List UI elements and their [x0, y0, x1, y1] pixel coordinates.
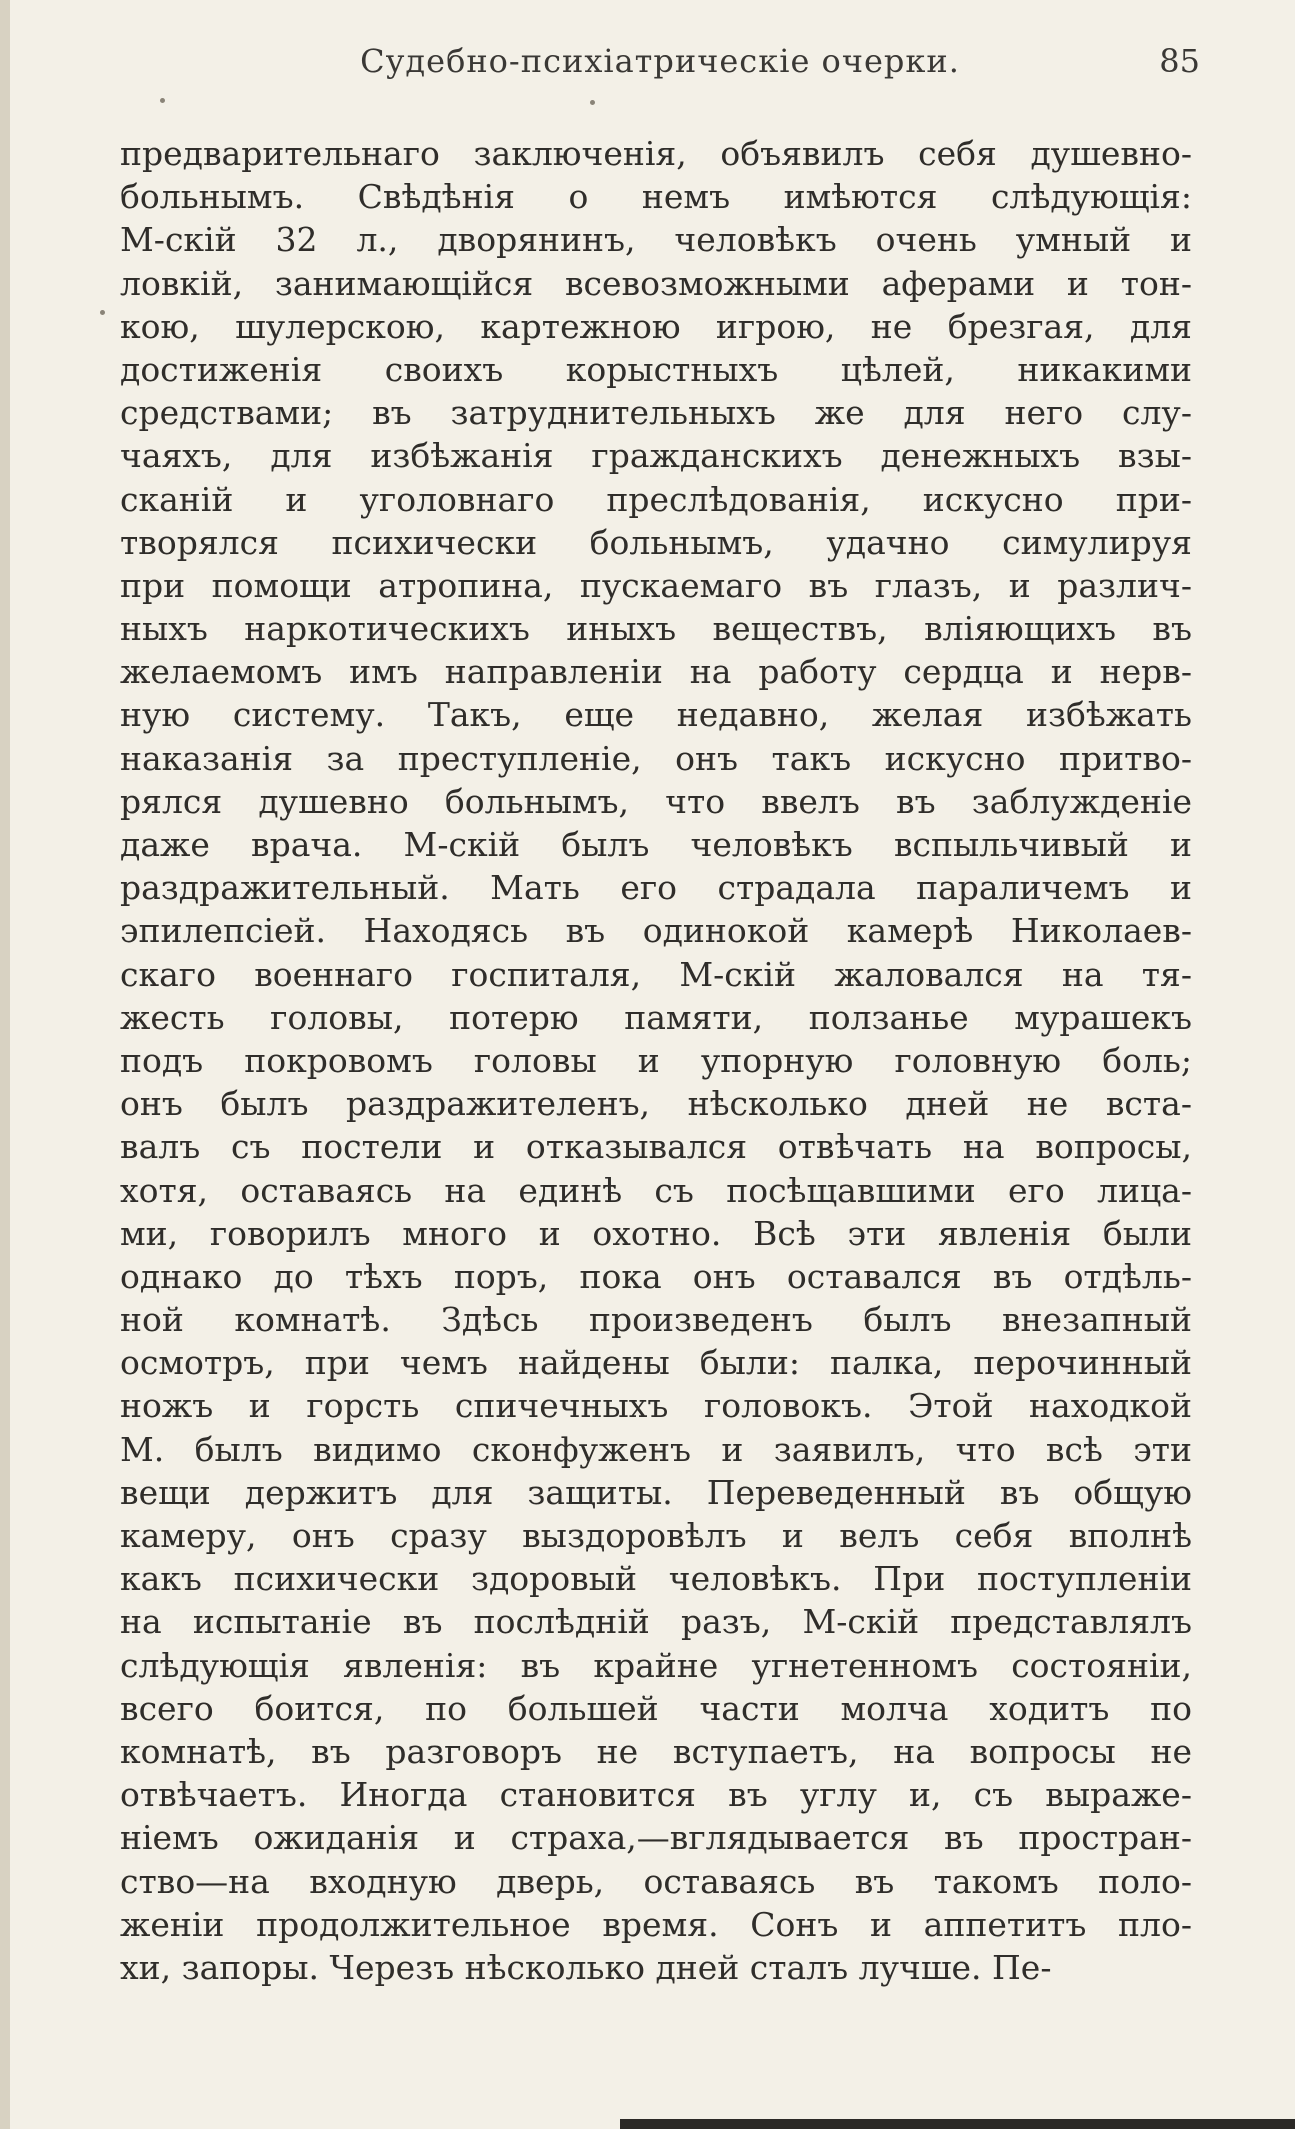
text-line: достиженія своихъ корыстныхъ цѣлей, никакими	[120, 349, 1192, 389]
text-line: камеру, онъ сразу выздоровѣлъ и велъ себя вполнѣ	[120, 1516, 1192, 1555]
page-number: 85	[1159, 42, 1200, 80]
text-line: кою, шулерскою, картежною игрою, не брезгая, для	[120, 306, 1192, 346]
text-line: рялся душевно больнымъ, что ввелъ въ заблужденіе	[120, 781, 1192, 821]
text-line: слѣдующія явленія: въ крайне угнетенномъ состояніи,	[120, 1645, 1192, 1685]
text-line: наказанія за преступленіе, онъ такъ искусно притво-	[120, 738, 1192, 778]
running-head	[120, 36, 1200, 96]
text-line: жесть головы, потерю памяти, ползанье мурашекъ	[120, 997, 1192, 1037]
text-line: эпилепсіей. Находясь въ одинокой камерѣ Николаев-	[120, 911, 1192, 951]
text-line: подъ покровомъ головы и упорную головную боль;	[120, 1040, 1192, 1080]
text-line: ловкій, занимающійся всевозможными аферами и тон-	[120, 263, 1192, 303]
text-line: валъ съ постели и отказывался отвѣчать на вопросы,	[120, 1127, 1192, 1167]
print-speck	[100, 310, 105, 315]
text-line: предварительнаго заключенія, объявилъ себя душевно-	[120, 134, 1192, 173]
text-line: на испытаніе въ послѣдній разъ, М-скій представлялъ	[120, 1602, 1192, 1642]
text-line: ми, говорилъ много и охотно. Всѣ эти явленія были	[120, 1213, 1192, 1253]
text-line: хи, запоры. Черезъ нѣсколько дней сталъ лучше. Пе-	[120, 1947, 1052, 1987]
text-line: средствами; въ затруднительныхъ же для него слу-	[120, 393, 1192, 433]
text-line: ство—на входную дверь, оставаясь въ такомъ поло-	[120, 1861, 1192, 1901]
text-line: чаяхъ, для избѣжанія гражданскихъ денежныхъ взы-	[120, 436, 1192, 476]
text-line: ную систему. Такъ, еще недавно, желая избѣжать	[120, 695, 1192, 735]
text-line: хотя, оставаясь на единѣ съ посѣщавшими его лица-	[120, 1170, 1192, 1210]
text-line: при помощи атропина, пускаемаго въ глазъ, и различ-	[120, 565, 1192, 605]
text-line: ніемъ ожиданія и страха,—вглядывается въ простран-	[120, 1818, 1192, 1858]
text-line: вещи держитъ для защиты. Переведенный въ общую	[120, 1472, 1192, 1512]
text-line: М. былъ видимо сконфуженъ и заявилъ, что всѣ эти	[120, 1429, 1192, 1469]
text-line: ныхъ наркотическихъ иныхъ веществъ, вліяющихъ въ	[120, 609, 1192, 649]
text-line: творялся психически больнымъ, удачно симулируя	[120, 522, 1192, 562]
text-line: какъ психически здоровый человѣкъ. При поступленіи	[120, 1559, 1192, 1599]
text-line: ной комнатѣ. Здѣсь произведенъ былъ внезапный	[120, 1300, 1192, 1340]
text-line: отвѣчаетъ. Иногда становится въ углу и, съ выраже-	[120, 1775, 1192, 1815]
text-line: скаго военнаго госпиталя, М-скій жаловался на тя-	[120, 954, 1192, 994]
text-line: раздражительный. Мать его страдала параличемъ и	[120, 868, 1192, 908]
body-text	[120, 132, 1192, 1989]
text-line: комнатѣ, въ разговоръ не вступаетъ, на вопросы не	[120, 1731, 1192, 1771]
running-title: Судебно-психіатрическіе очерки.	[360, 42, 960, 80]
text-line: даже врача. М-скій былъ человѣкъ вспыльчивый и	[120, 825, 1192, 864]
text-line: ножъ и горсть спичечныхъ головокъ. Этой находкой	[120, 1386, 1192, 1426]
text-line: всего боится, по большей части молча ходитъ по	[120, 1688, 1192, 1728]
text-line: онъ былъ раздражителенъ, нѣсколько дней не вста-	[120, 1084, 1192, 1124]
text-line: больнымъ. Свѣдѣнія о немъ имѣются слѣдующія:	[120, 177, 1192, 217]
text-line: М-скій 32 л., дворянинъ, человѣкъ очень умный и	[120, 220, 1192, 260]
text-line: осмотръ, при чемъ найдены были: палка, перочинный	[120, 1343, 1192, 1383]
text-line: однако до тѣхъ поръ, пока онъ оставался въ отдѣль-	[120, 1256, 1192, 1296]
text-line: сканій и уголовнаго преслѣдованія, искусно при-	[120, 479, 1192, 519]
print-speck	[590, 100, 595, 105]
print-speck	[160, 98, 165, 103]
text-line: женіи продолжительное время. Сонъ и аппетитъ пло-	[120, 1904, 1192, 1944]
page-binding-edge	[0, 0, 10, 2129]
scan-shadow-bottom	[620, 2119, 1295, 2129]
text-line: желаемомъ имъ направленіи на работу сердца и нерв-	[120, 652, 1192, 692]
